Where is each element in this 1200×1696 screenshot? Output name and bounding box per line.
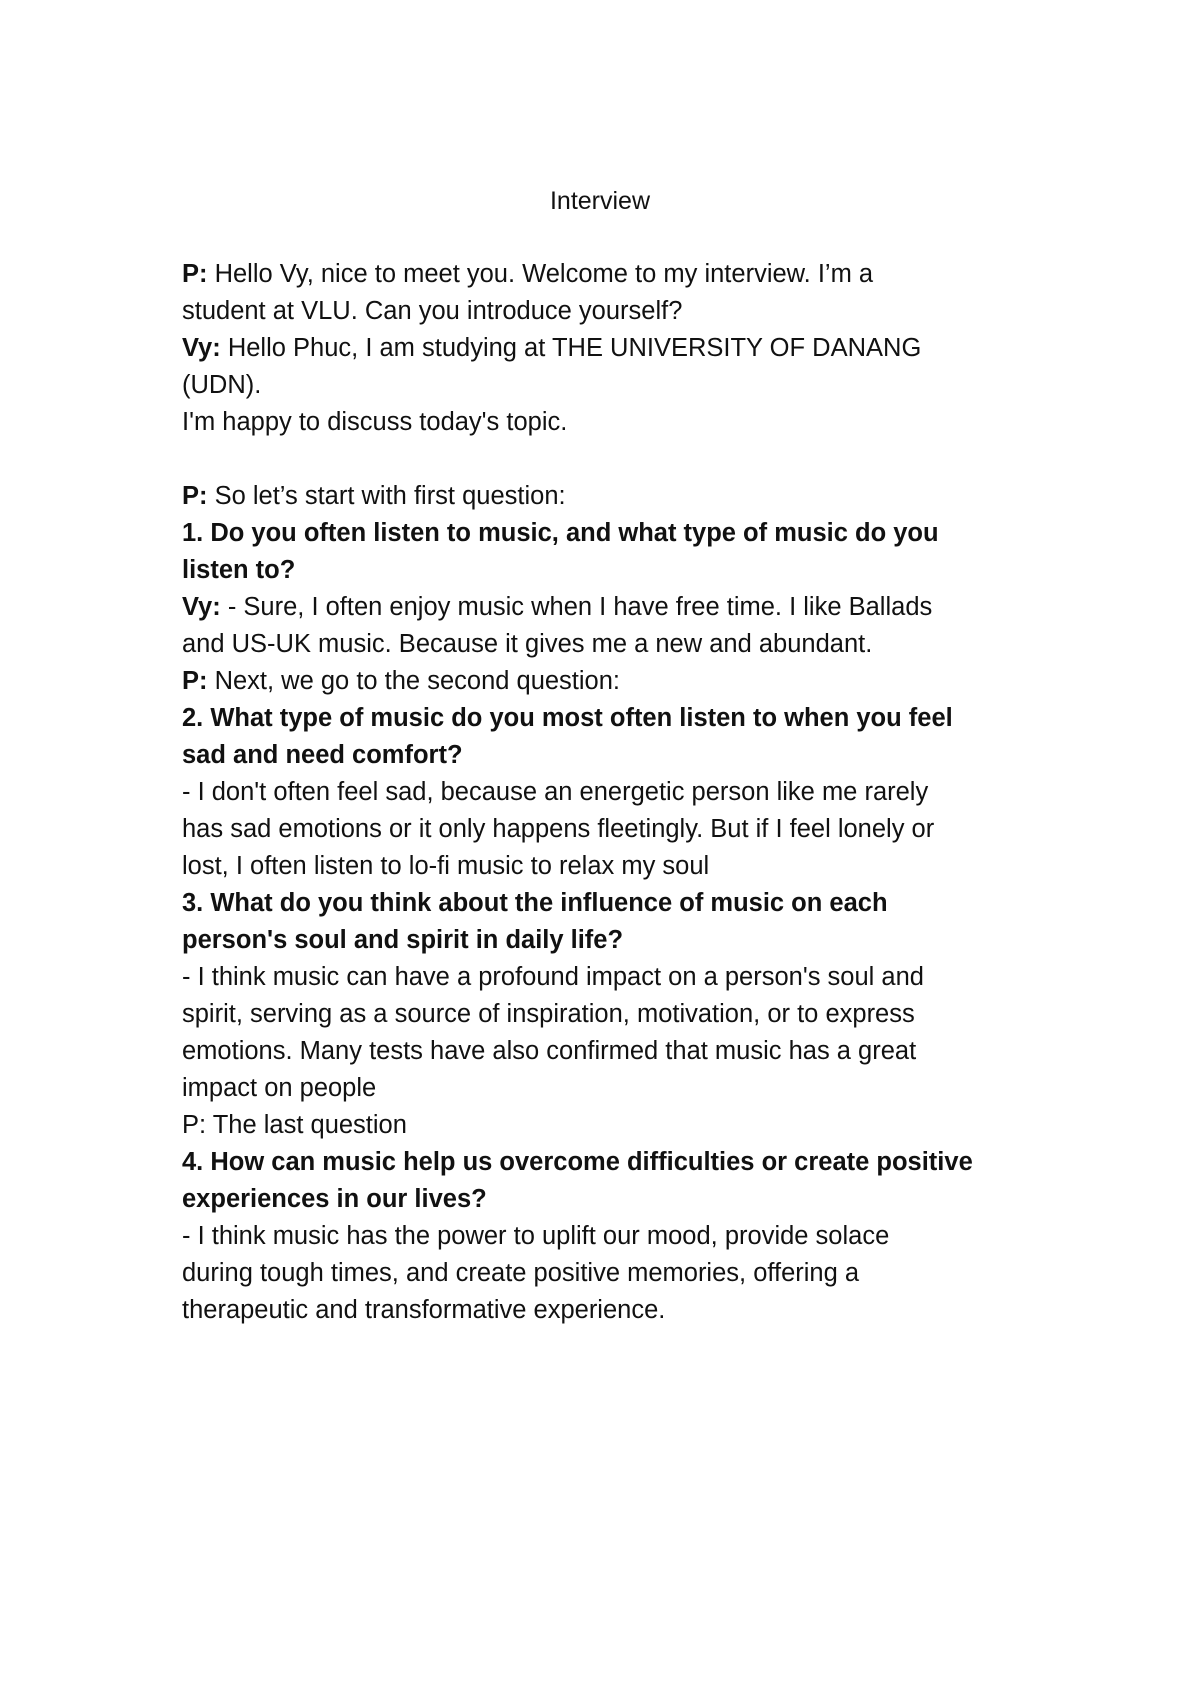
speaker-label: P: <box>182 260 208 288</box>
question-line: 2. What type of music do you most often listen to when you feel <box>182 704 953 732</box>
paragraph-line: I'm happy to discuss today's topic. <box>182 408 568 436</box>
speaker-label: P: <box>182 482 208 510</box>
question-line: experiences in our lives? <box>182 1185 487 1213</box>
paragraph-line: therapeutic and transformative experience. <box>182 1296 666 1324</box>
question-line: sad and need comfort? <box>182 741 463 769</box>
paragraph-line: impact on people <box>182 1074 377 1102</box>
paragraph-line: (UDN). <box>182 371 262 399</box>
paragraph-line: has sad emotions or it only happens fleetingly. But if I feel lonely or <box>182 815 935 843</box>
paragraph-line <box>182 663 1022 700</box>
paragraph-line <box>182 589 1022 626</box>
line-text: Next, we go to the second question: <box>207 667 621 695</box>
paragraph-line: - I don't often feel sad, because an energetic person like me rarely <box>182 778 929 806</box>
line-text: Hello Vy, nice to meet you. Welcome to my interview. I’m a <box>207 260 874 288</box>
paragraph-line: P: The last question <box>182 1111 407 1139</box>
paragraph-line: - I think music has the power to uplift our mood, provide solace <box>182 1222 890 1250</box>
paragraph-line: spirit, serving as a source of inspiration, motivation, or to express <box>182 1000 915 1028</box>
question-line: 1. Do you often listen to music, and what type of music do you <box>182 519 939 547</box>
line-text: - Sure, I often enjoy music when I have free time. I like Ballads <box>220 593 933 621</box>
speaker-label: Vy: <box>182 593 221 621</box>
paragraph-line: emotions. Many tests have also confirmed that music has a great <box>182 1037 917 1065</box>
paragraph-line <box>182 256 1022 293</box>
question-line: listen to? <box>182 556 296 584</box>
speaker-label: P: <box>182 667 208 695</box>
line-text: So let’s start with first question: <box>207 482 566 510</box>
paragraph-line <box>182 330 1022 367</box>
paragraph-line: during tough times, and create positive memories, offering a <box>182 1259 860 1287</box>
line-text: Hello Phuc, I am studying at THE UNIVERSITY OF DANANG <box>220 334 922 362</box>
question-line: 3. What do you think about the influence of music on each <box>182 889 888 917</box>
paragraph-line <box>182 478 1022 515</box>
paragraph-line: and US-UK music. Because it gives me a new and abundant. <box>182 630 873 658</box>
question-line: 4. How can music help us overcome difficulties or create positive <box>182 1148 973 1176</box>
paragraph-line: student at VLU. Can you introduce yourself? <box>182 297 683 325</box>
blank-line <box>182 441 1022 478</box>
speaker-label: Vy: <box>182 334 221 362</box>
paragraph-line: lost, I often listen to lo-fi music to relax my soul <box>182 852 710 880</box>
interview-body <box>182 256 1022 1329</box>
document-title: Interview <box>549 187 651 215</box>
question-line: person's soul and spirit in daily life? <box>182 926 624 954</box>
paragraph-line: - I think music can have a profound impact on a person's soul and <box>182 963 924 991</box>
